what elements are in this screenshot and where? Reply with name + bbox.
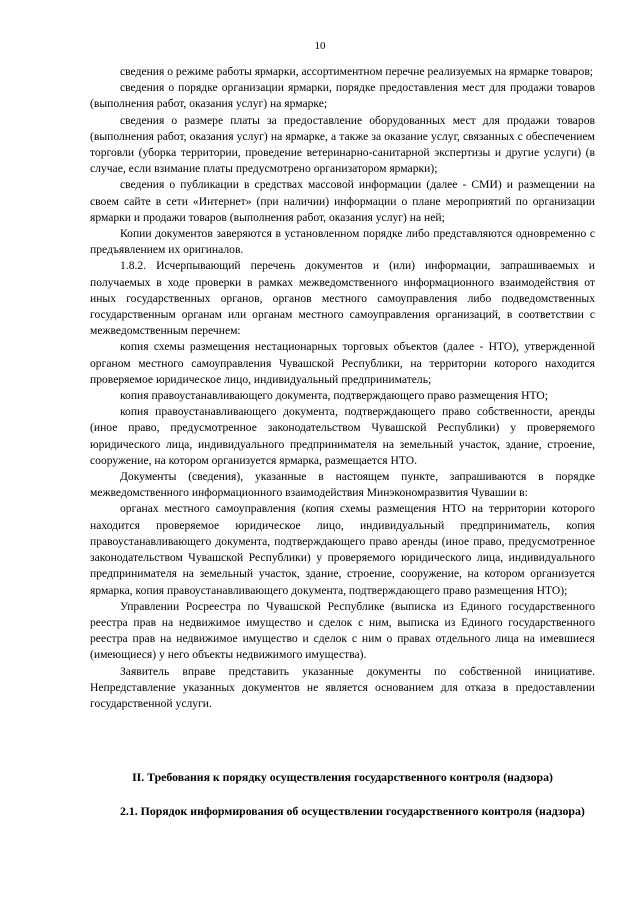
paragraph: сведения о размере платы за предоставление оборудованных мест для продажи товаров (выполнения работ, оказания услуг) на ярмарке, а также за оказание услуг, связанных с обеспечением торговли (уборка территории, проведение ветеринарно-санитарной экспертизы и другие услуги) (в случае, если взимание платы предусмотрено организатором ярмарки); [90, 113, 595, 176]
paragraph: сведения о публикации в средствах массовой информации (далее - СМИ) и размещении на своем сайте в сети «Интернет» (при наличии) информации о плане мероприятий по организации ярмарки и продажи товаров (выполнения работ, оказания услуг) на ней; [90, 178, 595, 224]
paragraph: копия правоустанавливающего документа, подтверждающего право собственности, аренды (иное право, предусмотренное законодательством Чувашской Республики) у проверяемого юридического лица, индивидуального предпринимателя на земельный участок, здание, строение, сооружение, на котором организуется ярмарка, размещается НТО. [90, 405, 595, 467]
subsection-title: 2.1. Порядок информирования об осуществлении государственного контроля (надзора) [120, 804, 585, 818]
paragraph: копия схемы размещения нестационарных торговых объектов (далее - НТО), утвержденной органом местного самоуправления Чувашской Республики, на территории которого находится проверяемое юридическое лицо, индивидуальный предприниматель; [90, 340, 595, 386]
page-number: 10 [314, 40, 326, 52]
paragraph: Заявитель вправе представить указанные документы по собственной инициативе. Непредставление указанных документов не является основанием для отказа в предоставлении государственной услуги. [90, 664, 595, 710]
paragraph: Управлении Росреестра по Чувашской Республике (выписка из Единого государственного реестра прав на недвижимое имущество и сделок с ним, выписка из Единого государственного реестра прав на недвижимое имущество и сделок с ним о правах отдельного лица на имевшиеся (имеющиеся) у него объекты недвижимого имущества). [90, 599, 595, 662]
paragraph: сведения о режиме работы ярмарки, ассортиментном перечне реализуемых на ярмарке товаров; [120, 65, 594, 78]
paragraph: органах местного самоуправления (копия схемы размещения НТО на территории которого находится проверяемое юридическое лицо, индивидуальный предприниматель, копия правоустанавливающего документа, подтверждающего право аренды (иное право, предусмотренное законодательством Чувашской Республики) у проверяемого юридического лица, индивидуального предпринимателя на земельный участок, здание, строение, сооружение, на котором организуется ярмарка, копия правоустанавливающего документа, подтверждающего право размещения НТО); [90, 502, 595, 597]
paragraph: 1.8.2. Исчерпывающий перечень документов и (или) информации, запрашиваемых и получаемых в ходе проверки в рамках межведомственного информационного взаимодействия от иных государственных органов, органов местного самоуправления либо подведомственных государственным органам или органам местного самоуправления организаций, в соответствии с межведомственным перечнем: [90, 259, 595, 338]
paragraph: сведения о порядке организации ярмарки, порядке предоставления мест для продажи товаров (выполнения работ, оказания услуг) на ярмарке; [90, 81, 595, 111]
paragraph: копия правоустанавливающего документа, подтверждающего право размещения НТО; [120, 389, 548, 403]
paragraph: Документы (сведения), указанные в настоящем пункте, запрашиваются в порядке межведомственного информационного взаимодействия Минэкономразвития Чувашии в: [90, 470, 595, 500]
body-text [90, 64, 595, 712]
section-title: II. Требования к порядку осуществления государственного контроля (надзора) [132, 770, 553, 784]
paragraph: Копии документов заверяются в установленном порядке либо представляются одновременно с предъявлением их оригиналов. [90, 227, 595, 257]
